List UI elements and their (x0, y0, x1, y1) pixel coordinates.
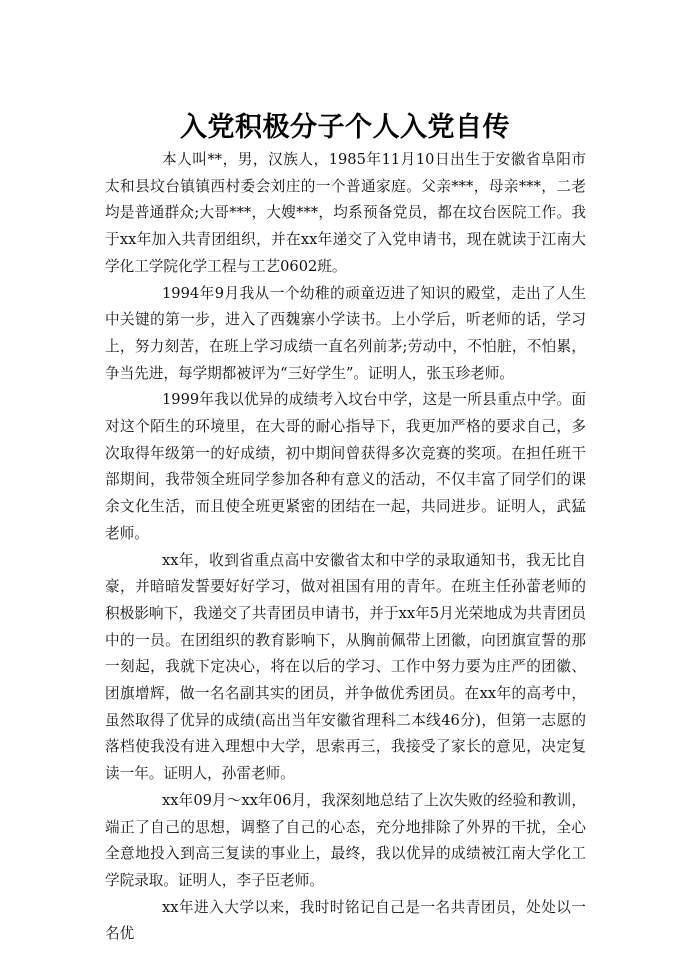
paragraph-family-background: 本人叫**，男，汉族人，1985年11月10日出生于安徽省阜阳市太和县坟台镇镇西村委会刘庄的一个普通家庭。父亲***，母亲***，二老均是普通群众;大哥***，大嫂***，均系预备党员，都在坟台医院工作。我于xx年加入共青团组织，并在xx年递交了入党申请书，现在就读于江南大学化工学院化学工程与工艺0602班。 (105, 151, 586, 275)
document-title: 入党积极分子个人入党自传 (180, 112, 510, 143)
document-body (105, 147, 586, 948)
paragraph-repeat-year: xx年09月～xx年06月，我深刻地总结了上次失败的经验和教训，端正了自己的思想，调整了自己的心态，充分地排除了外界的干扰，全心全意地投入到高三复读的事业上，最终，我以优异的成绩被江南大学化工学院录取。证明人，李子臣老师。 (105, 791, 586, 889)
paragraph-primary-school: 1994年9月我从一个幼稚的顽童迈进了知识的殿堂，走出了人生中关键的第一步，进入了西魏寨小学读书。上小学后，听老师的话，学习上，努力刻苦，在班上学习成绩一直名列前茅;劳动中，不怕脏，不怕累，争当先进，每学期都被评为“三好学生”。证明人，张玉珍老师。 (105, 284, 586, 382)
paragraph-high-school: xx年，收到省重点高中安徽省太和中学的录取通知书，我无比自豪，并暗暗发誓要好好学习，做对祖国有用的青年。在班主任孙蕾老师的积极影响下，我递交了共青团员申请书，并于xx年5月光荣地成为共青团员中的一员。在团组织的教育影响下，从胸前佩带上团徽，向团旗宣誓的那一刻起，我就下定决心，将在以后的学习、工作中努力要为庄严的团徽、团旗增辉，做一名名副其实的团员，并争做优秀团员。在xx年的高考中，虽然取得了优异的成绩(高出当年安徽省理科二本线46分)，但第一志愿的落档使我没有进入理想中大学，思索再三，我接受了家长的意见，决定复读一年。证明人，孙雷老师。 (105, 551, 586, 783)
paragraph-middle-school: 1999年我以优异的成绩考入坟台中学，这是一所县重点中学。面对这个陌生的环境里，在大哥的耐心指导下，我更加严格的要求自己，多次取得年级第一的好成绩，初中期间曾获得多次竞赛的奖项。在担任班干部期间，我带领全班同学参加各种有意义的活动，不仅丰富了同学们的课余文化生活，而且使全班更紧密的团结在一起，共同进步。证明人，武猛老师。 (105, 391, 586, 542)
paragraph-university: xx年进入大学以来，我时时铭记自己是一名共青团员，处处以一名优 (105, 898, 586, 943)
